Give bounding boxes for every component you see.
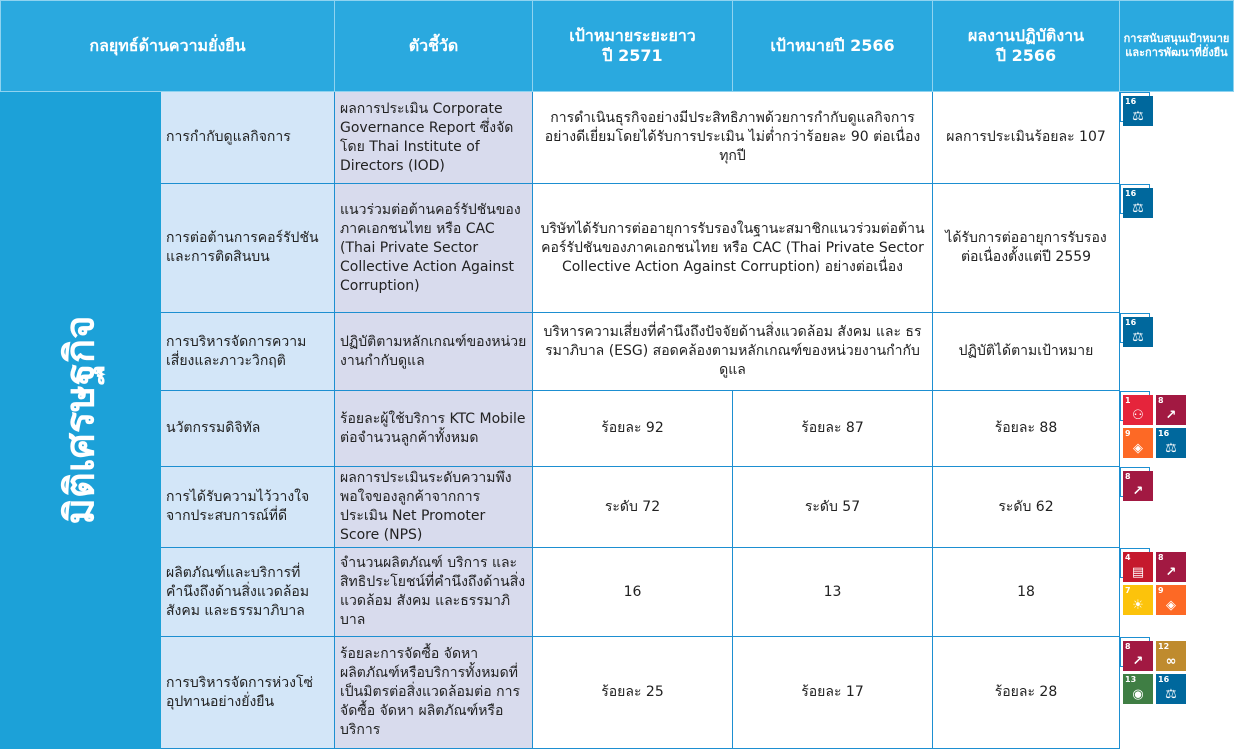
sdg-1-icon: 1 ⚇	[1123, 395, 1153, 425]
header-sdg-support: การสนับสนุนเป้าหมายและการพัฒนาที่ยั่งยืน	[1120, 1, 1234, 92]
sdg-13-icon: 13 ◉	[1123, 674, 1153, 704]
header-result-line2: ปี 2566	[995, 46, 1057, 65]
header-result	[933, 1, 1120, 92]
table-row	[1, 391, 1234, 467]
result-cell: ปฏิบัติได้ตามเป้าหมาย	[933, 313, 1120, 391]
result-cell: ระดับ 62	[933, 467, 1120, 548]
table-row	[1, 467, 1234, 548]
sdg-cell	[1120, 467, 1150, 497]
header-long-term-goal-line1: เป้าหมายระยะยาว	[569, 26, 696, 45]
goal-2566-cell: ระดับ 57	[733, 467, 933, 548]
sdg-cell	[1120, 391, 1177, 456]
sdg-4-icon: 4 ▤	[1123, 552, 1153, 582]
result-cell: ร้อยละ 28	[933, 637, 1120, 749]
goal-long-cell: ระดับ 72	[533, 467, 733, 548]
indicator-cell: จำนวนผลิตภัณฑ์ บริการ และสิทธิประโยชน์ที่คำนึงถึงด้านสิ่งแวดล้อม สังคม และธรรมาภิบาล	[335, 548, 533, 637]
sdg-9-icon: 9 ◈	[1123, 428, 1153, 458]
result-cell: ร้อยละ 88	[933, 391, 1120, 467]
sdg-8-icon: 8 ↗	[1123, 641, 1153, 671]
strategy-cell: ผลิตภัณฑ์และบริการที่คำนึงถึงด้านสิ่งแวดล้อม สังคม และธรรมาภิบาล	[161, 548, 335, 637]
table-row	[1, 637, 1234, 749]
goal-merged-cell: บริหารความเสี่ยงที่คำนึงถึงปัจจัยด้านสิ่งแวดล้อม สังคม และ ธรรมาภิบาล (ESG) สอดคล้องตามหลักเกณฑ์ของหน่วยงานกำกับดูแล	[533, 313, 933, 391]
goal-long-cell: 16	[533, 548, 733, 637]
sdg-cell	[1120, 184, 1150, 214]
sdg-9-icon: 9 ◈	[1156, 585, 1186, 615]
sdg-cell	[1120, 313, 1150, 343]
sdg-16-icon: 16 ⚖	[1123, 96, 1153, 126]
sdg-cell	[1120, 637, 1177, 702]
header-long-term-goal	[533, 1, 733, 92]
table-body	[1, 92, 1234, 749]
header-long-term-goal-line2: ปี 2571	[602, 46, 663, 65]
strategy-cell: การกำกับดูแลกิจการ	[161, 92, 335, 184]
goal-long-cell: ร้อยละ 25	[533, 637, 733, 749]
table-row	[1, 184, 1234, 313]
sdg-16-icon: 16 ⚖	[1156, 674, 1186, 704]
sdg-16-icon: 16 ⚖	[1123, 317, 1153, 347]
result-cell: ผลการประเมินร้อยละ 107	[933, 92, 1120, 184]
result-cell: ได้รับการต่ออายุการรับรองต่อเนื่องตั้งแต่ปี 2559	[933, 184, 1120, 313]
strategy-cell: การได้รับความไว้วางใจจากประสบการณ์ที่ดี	[161, 467, 335, 548]
strategy-cell: การบริหารจัดการความเสี่ยงและภาวะวิกฤติ	[161, 313, 335, 391]
sdg-cell	[1120, 92, 1150, 122]
indicator-cell: ผลการประเมินระดับความพึงพอใจของลูกค้าจากการประเมิน Net Promoter Score (NPS)	[335, 467, 533, 548]
header-strategy: กลยุทธ์ด้านความยั่งยืน	[1, 1, 335, 92]
sdg-7-icon: 7 ☀	[1123, 585, 1153, 615]
table-row	[1, 548, 1234, 637]
indicator-cell: ร้อยละผู้ใช้บริการ KTC Mobile ต่อจำนวนลูกค้าทั้งหมด	[335, 391, 533, 467]
sdg-16-icon: 16 ⚖	[1156, 428, 1186, 458]
sdg-8-icon: 8 ↗	[1123, 471, 1153, 501]
sdg-8-icon: 8 ↗	[1156, 395, 1186, 425]
indicator-cell: แนวร่วมต่อต้านคอร์รัปชันของภาคเอกชนไทย หรือ CAC (Thai Private Sector Collective Action Against Corruption)	[335, 184, 533, 313]
goal-long-cell: ร้อยละ 92	[533, 391, 733, 467]
header-row	[1, 1, 1234, 92]
indicator-cell: ปฏิบัติตามหลักเกณฑ์ของหน่วยงานกำกับดูแล	[335, 313, 533, 391]
strategy-cell: การต่อต้านการคอร์รัปชันและการติดสินบน	[161, 184, 335, 313]
goal-2566-cell: ร้อยละ 87	[733, 391, 933, 467]
sdg-cell	[1120, 548, 1177, 613]
sdg-8-icon: 8 ↗	[1156, 552, 1186, 582]
strategy-cell: การบริหารจัดการห่วงโซ่อุปทานอย่างยั่งยืน	[161, 637, 335, 749]
dimension-cell	[1, 92, 161, 749]
header-goal-2566: เป้าหมายปี 2566	[733, 1, 933, 92]
indicator-cell: ร้อยละการจัดซื้อ จัดหา ผลิตภัณฑ์หรือบริการทั้งหมดที่เป็นมิตรต่อสิ่งแวดล้อมต่อ การจัดซื้อ จัดหา ผลิตภัณฑ์หรือบริการ	[335, 637, 533, 749]
goal-merged-cell: บริษัทได้รับการต่ออายุการรับรองในฐานะสมาชิกแนวร่วมต่อต้านคอร์รัปชันของภาคเอกชนไทย หรือ CAC (Thai Private Sector Collective Action Against Corruption) อย่างต่อเนื่อง	[533, 184, 933, 313]
header-indicator: ตัวชี้วัด	[335, 1, 533, 92]
dimension-label: มิติเศรษฐกิจ	[57, 315, 103, 525]
strategy-cell: นวัตกรรมดิจิทัล	[161, 391, 335, 467]
goal-2566-cell: 13	[733, 548, 933, 637]
header-result-line1: ผลงานปฏิบัติงาน	[967, 26, 1085, 45]
sdg-16-icon: 16 ⚖	[1123, 188, 1153, 218]
goal-merged-cell: การดำเนินธุรกิจอย่างมีประสิทธิภาพด้วยการกำกับดูแลกิจการอย่างดีเยี่ยมโดยได้รับการประเมิน ไม่ต่ำกว่าร้อยละ 90 ต่อเนื่องทุกปี	[533, 92, 933, 184]
sdg-12-icon: 12 ∞	[1156, 641, 1186, 671]
table-row	[1, 313, 1234, 391]
result-cell: 18	[933, 548, 1120, 637]
indicator-cell: ผลการประเมิน Corporate Governance Report ซึ่งจัดโดย Thai Institute of Directors (IOD)	[335, 92, 533, 184]
goal-2566-cell: ร้อยละ 17	[733, 637, 933, 749]
table-row	[1, 92, 1234, 184]
